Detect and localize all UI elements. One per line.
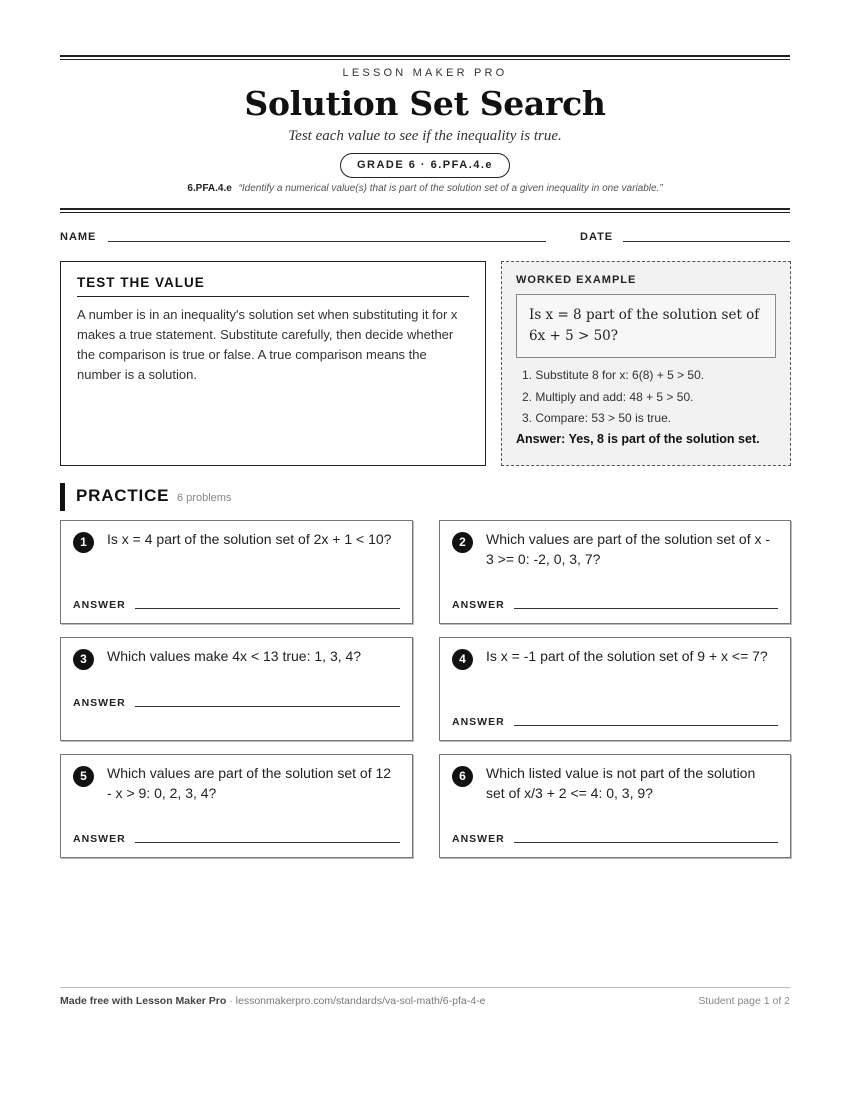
worked-example-box [501,261,791,466]
footer-made-with: Made free with Lesson Maker Pro [60,995,227,1007]
footer-url[interactable]: · lessonmakerpro.com/standards/va-sol-math/6-pfa-4-e [226,995,486,1007]
problem-question: Which values make 4x < 13 true: 1, 3, 4? [107,648,362,664]
problem-number: 1 [73,532,94,553]
name-label: NAME [60,231,97,243]
footer-page-number: Student page 1 of 2 [698,995,790,1007]
answer-label: ANSWER [73,697,126,709]
answer-label: ANSWER [73,833,126,845]
footer-divider [60,987,790,988]
problem-number: 4 [452,649,473,670]
practice-title: PRACTICE [76,486,170,505]
page-subtitle: Test each value to see if the inequality is true. [288,128,562,144]
practice-accent-bar [60,483,65,511]
footer-credit [60,995,485,1007]
brand-name: LESSON MAKER PRO [342,67,508,79]
worked-example-step: 1. Substitute 8 for x: 6(8) + 5 > 50. [522,368,705,382]
worked-example-answer: Answer: Yes, 8 is part of the solution set. [516,431,760,446]
problem-card-2 [439,520,791,624]
problem-card-1 [60,520,413,624]
practice-count: 6 problems [177,492,232,504]
problem-card-3 [60,637,413,741]
problem-card-5 [60,754,413,858]
worked-example-step: 2. Multiply and add: 48 + 5 > 50. [522,389,694,404]
answer-label: ANSWER [73,599,126,611]
answer-field[interactable] [135,842,400,843]
header-bottom-divider [60,208,790,213]
problem-question: Which listed value is not part of the solution set of x/3 + 2 <= 4: 0, 3, 9? [486,765,756,801]
problem-question: Which values are part of the solution set of 12 - x > 9: 0, 2, 3, 4? [107,765,392,801]
worked-example-steps [516,365,776,430]
answer-field[interactable] [514,725,778,726]
worked-example-question: Is x = 8 part of the solution set of 6x + 5 > 50? [516,294,776,358]
answer-label: ANSWER [452,833,505,845]
date-field[interactable] [623,241,790,242]
concept-text: A number is in an inequality's solution set when substituting it for x makes a true statement. Substitute carefully, then decide whether the comparison is true or false. A true comparison means the number is a solution. [77,307,458,382]
name-field[interactable] [108,241,546,242]
answer-label: ANSWER [452,716,505,728]
worked-example-title: WORKED EXAMPLE [516,274,637,286]
answer-label: ANSWER [452,599,505,611]
date-label: DATE [580,231,614,243]
concept-box [60,261,486,466]
top-divider [60,55,790,60]
answer-field[interactable] [514,842,778,843]
standard-description [0,183,850,194]
problem-number: 5 [73,766,94,787]
problem-question: Which values are part of the solution set of x - 3 >= 0: -2, 0, 3, 7? [486,531,771,567]
problem-question: Is x = 4 part of the solution set of 2x + 1 < 10? [107,531,392,547]
problem-number: 6 [452,766,473,787]
answer-field[interactable] [135,706,400,707]
answer-field[interactable] [135,608,400,609]
standard-code: 6.PFA.4.e [187,183,232,194]
answer-field[interactable] [514,608,778,609]
problem-card-6 [439,754,791,858]
page-title: Solution Set Search [244,84,606,123]
concept-title: TEST THE VALUE [77,275,469,297]
problem-number: 2 [452,532,473,553]
worked-example-step: 3. Compare: 53 > 50 is true. [522,411,672,425]
problem-number: 3 [73,649,94,670]
grade-badge: GRADE 6 · 6.PFA.4.e [340,153,510,178]
problem-card-4 [439,637,791,741]
problem-question: Is x = -1 part of the solution set of 9 + x <= 7? [486,648,768,664]
standard-text: “Identify a numerical value(s) that is part of the solution set of a given inequality in one variable.” [238,183,663,194]
